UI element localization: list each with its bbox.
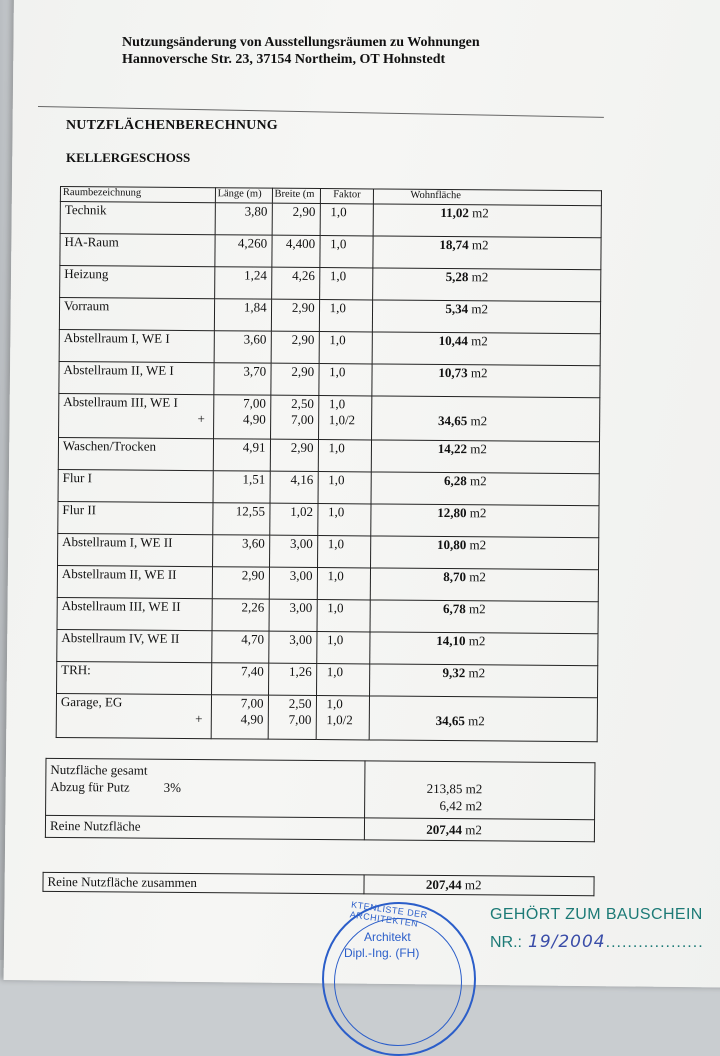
room-name: Technik [64,202,107,218]
factor-cell [317,568,371,600]
factor-cell [319,268,373,300]
factor-cell [319,236,373,268]
area-value: 10,80 [437,536,467,553]
width-value: 1,02 [290,503,314,519]
width-cell [269,567,317,599]
area-value: 11,02 [440,204,469,221]
grand-total-cell [364,875,594,896]
stamp-ring-text: KTENLISTE DER ARCHITEKTEN [349,899,429,929]
room-name-cell [58,437,213,470]
summary-values [365,761,595,820]
factor-value: 1,0 [327,568,344,584]
factor-value: 1,0 [330,204,347,220]
area-unit: m2 [471,301,489,317]
factor-value: 1,0 [327,504,345,520]
net-area-row [45,815,594,841]
table-row [59,361,600,397]
length-value: 7,00 [243,395,266,411]
factor-cell [318,472,372,504]
length-cell [211,663,268,695]
factor-value: 1,0 [327,600,344,616]
summary-labels [46,758,365,818]
room-name-cell [58,501,213,534]
area-cell [371,504,599,538]
width-cell [270,395,318,439]
factor-cell [318,396,372,440]
width-cell [268,631,316,663]
width-cell [269,599,317,631]
width-cell [269,503,317,535]
summary-table [45,758,596,842]
length-cell [212,599,269,631]
area-value: 10,73 [438,364,468,381]
width-cell [271,331,319,363]
length-value: 7,00 [240,695,264,711]
area-cell [373,300,601,334]
length-value: 3,60 [241,535,265,551]
area-value: 18,74 [439,236,469,253]
area-value: 5,34 [445,301,469,317]
room-name: Abstellraum II, WE II [61,566,177,582]
room-name-cell [58,469,213,502]
length-value-2: 4,90 [240,711,264,727]
area-unit: m2 [469,569,487,585]
factor-value-2: 1,0/2 [328,412,356,428]
factor-cell [317,536,371,568]
width-cell [268,663,316,695]
length-cell [214,331,271,363]
header-address: Hannoversche Str. 23, 37154 Northeim, OT Hohnstedt [122,52,446,67]
room-name-cell [59,393,214,438]
length-value: 1,24 [244,267,267,283]
width-value-2: 7,00 [290,411,314,427]
factor-cell [316,664,370,696]
table-row [57,629,598,665]
col-header-width: Breite (m [272,188,320,203]
factor-value: 1,0 [328,472,345,488]
room-name: HA-Raum [64,234,119,250]
room-name: Abstellraum III, WE I [63,394,178,410]
grand-total-unit: m2 [464,877,482,893]
table-row [56,693,597,741]
grand-total-value: 207,44 [425,876,462,893]
factor-value: 1,0 [329,268,347,284]
table-row [58,469,599,505]
plaster-deduction-label: Abzug für Putz [50,778,130,795]
width-value: 1,26 [288,663,312,679]
area-cell [371,536,599,570]
approval-number-value: 19/2004 [528,932,606,952]
approval-number-label: NR.: [490,934,522,951]
table-row [58,533,599,569]
area-unit: m2 [469,537,487,553]
col-header-area: Wohnfläche [374,189,602,206]
stamp-title: Architekt [364,930,411,944]
table-row [58,501,599,537]
length-cell [212,535,269,567]
area-unit: m2 [469,601,486,617]
factor-cell [317,504,371,536]
area-value: 9,32 [442,665,466,681]
room-name-cell [57,661,212,694]
page-title: NUTZFLÄCHENBERECHNUNG [66,118,278,133]
section-title: KELLERGESCHOSS [66,150,191,165]
width-value: 3,00 [289,631,313,647]
length-value: 12,55 [235,503,266,519]
room-name-cell [60,234,215,267]
factor-value: 1,0 [326,632,344,648]
plus-sign: + [197,411,205,427]
width-value: 2,50 [291,395,314,412]
net-area-label: Reine Nutzfläche [45,815,364,840]
area-unit: m2 [470,413,488,429]
width-value: 2,90 [291,299,315,316]
net-area-unit: m2 [465,822,483,838]
length-cell [211,695,268,739]
room-name: Waschen/Trocken [62,438,157,454]
factor-value: 1,0 [329,300,346,316]
width-value: 4,26 [292,267,315,284]
area-value: 6,78 [443,601,466,617]
area-unit: m2 [468,665,486,681]
area-cell [372,396,600,442]
room-name: Abstellraum III, WE II [61,598,181,614]
area-value: 5,28 [445,269,469,285]
area-cell [372,364,600,398]
room-name: Heizung [64,266,109,282]
room-name-cell [59,361,214,394]
area-unit: m2 [471,333,488,349]
table-row [60,234,601,270]
room-name: Abstellraum I, WE I [63,330,170,346]
table-row [59,329,600,365]
factor-cell [317,600,371,632]
width-cell [270,363,318,395]
area-cell [370,696,598,742]
grand-total-table [42,872,594,896]
room-name: Abstellraum I, WE II [62,534,173,550]
factor-value: 1,0 [326,696,343,712]
length-value: 4,260 [237,235,268,251]
length-value: 4,70 [241,631,265,647]
total-area-value: 213,85 m2 [426,780,483,797]
room-name: Vorraum [64,298,110,314]
grand-total-row [43,872,594,895]
area-cell [370,632,598,666]
width-cell [270,471,318,503]
area-cell [372,440,600,474]
width-value: 4,16 [290,471,314,487]
room-name: Flur I [62,470,93,486]
table-row [60,266,601,302]
col-header-room: Raumbezeichnung [60,187,215,203]
area-cell [373,268,601,302]
room-name: TRH: [61,662,91,678]
width-cell [268,695,316,739]
room-name-cell [59,298,214,331]
plaster-deduction-value: 6,42 m2 [439,798,483,814]
length-value: 3,80 [244,203,268,219]
area-value: 8,70 [443,569,467,585]
area-unit: m2 [471,237,489,253]
length-value: 2,26 [241,599,265,615]
width-cell [272,203,320,235]
area-unit: m2 [468,713,485,729]
factor-value-2: 1,0/2 [326,712,353,728]
area-value: 12,80 [437,504,467,521]
area-cell [370,664,598,698]
col-header-factor: Faktor [320,189,374,204]
width-value: 2,90 [291,331,315,348]
table-row [58,437,599,473]
length-cell [214,363,271,395]
architect-stamp [322,899,476,1056]
room-name-cell [58,533,213,566]
room-name: Flur II [62,502,97,518]
table-row [57,597,598,633]
area-unit: m2 [468,633,486,649]
length-value-2: 4,90 [242,411,266,427]
approval-stamp-text: GEHÖRT ZUM BAUSCHEIN [490,906,703,923]
room-name-cell [57,629,212,662]
room-name-cell [60,202,215,235]
factor-value: 1,0 [329,364,346,380]
length-cell [215,203,272,235]
area-value: 34,65 [437,412,468,429]
length-cell [214,299,271,331]
area-cell [373,332,601,366]
stamp-degree: Dipl.-Ing. (FH) [344,946,420,960]
col-header-length: Länge (m) [215,188,272,203]
room-name-cell [60,266,215,299]
length-value: 1,51 [242,471,266,487]
area-cell [371,568,599,602]
header-project: Nutzungsänderung von Ausstellungsräumen zu Wohnungen [122,35,480,50]
approval-number-dots: .................. [605,934,704,951]
room-name: Abstellraum IV, WE II [61,630,180,646]
table-row [59,393,600,441]
net-area-cell [364,818,594,842]
factor-value: 1,0 [326,664,344,680]
area-cell [370,600,598,634]
width-value: 3,00 [289,535,313,551]
width-value: 4,400 [285,235,316,252]
length-value: 1,84 [243,299,267,315]
table-row [57,565,598,601]
area-unit: m2 [470,365,488,381]
length-value: 4,91 [242,439,266,455]
grand-total-label: Reine Nutzfläche zusammen [43,872,364,894]
factor-value: 1,0 [328,396,346,412]
area-cell [373,236,601,270]
approval-number [490,932,704,952]
length-cell [215,235,272,267]
factor-cell [316,632,370,664]
room-name-cell [59,329,214,362]
factor-value: 1,0 [327,536,345,552]
factor-value: 1,0 [329,332,346,348]
area-unit: m2 [472,205,489,221]
room-name: Garage, EG [60,694,123,710]
area-unit: m2 [469,505,487,521]
area-unit: m2 [471,269,489,285]
room-name: Abstellraum II, WE I [63,362,174,378]
factor-cell [319,332,373,364]
area-value: 14,22 [437,440,468,457]
width-cell [270,439,318,471]
width-value: 2,90 [291,363,315,380]
room-name-cell [57,565,212,598]
area-unit: m2 [470,441,488,457]
area-value: 34,65 [435,712,465,729]
net-area-value: 207,44 [426,821,463,838]
area-unit: m2 [470,473,487,489]
factor-cell [319,300,373,332]
width-value: 3,00 [289,567,313,583]
length-value: 7,40 [240,663,264,679]
factor-cell [318,364,372,396]
length-cell [212,567,269,599]
width-cell [271,267,319,299]
factor-cell [316,696,370,740]
width-cell [271,299,319,331]
length-cell [213,439,270,471]
table-row [59,298,600,334]
factor-value: 1,0 [330,236,347,252]
room-name-cell [56,693,211,738]
factor-value: 1,0 [328,440,345,456]
factor-cell [320,204,374,236]
width-value: 2,90 [292,203,316,220]
area-cell [371,472,599,506]
length-value: 3,60 [243,331,267,347]
width-value-2: 7,00 [288,711,312,727]
plaster-deduction-percent: 3% [163,779,182,795]
width-cell [271,235,319,267]
plus-sign: + [195,711,203,727]
length-cell [212,503,269,535]
length-cell [213,471,270,503]
width-value: 3,00 [289,599,313,615]
table-row [57,661,598,697]
area-value: 14,10 [436,632,466,649]
width-cell [269,535,317,567]
area-value: 6,28 [444,473,467,489]
length-value: 3,70 [243,363,267,379]
summary-row [46,758,595,819]
factor-cell [318,440,372,472]
room-name-cell [57,597,212,630]
table-row [60,202,601,238]
area-cell [374,204,602,238]
width-value: 2,90 [290,439,314,455]
area-table [56,186,602,742]
length-cell [211,631,268,663]
total-area-label: Nutzfläche gesamt [50,761,148,778]
length-cell [213,395,270,439]
length-value: 2,90 [241,567,265,583]
width-value: 2,50 [288,695,312,711]
area-value: 10,44 [438,332,468,349]
length-cell [214,267,271,299]
